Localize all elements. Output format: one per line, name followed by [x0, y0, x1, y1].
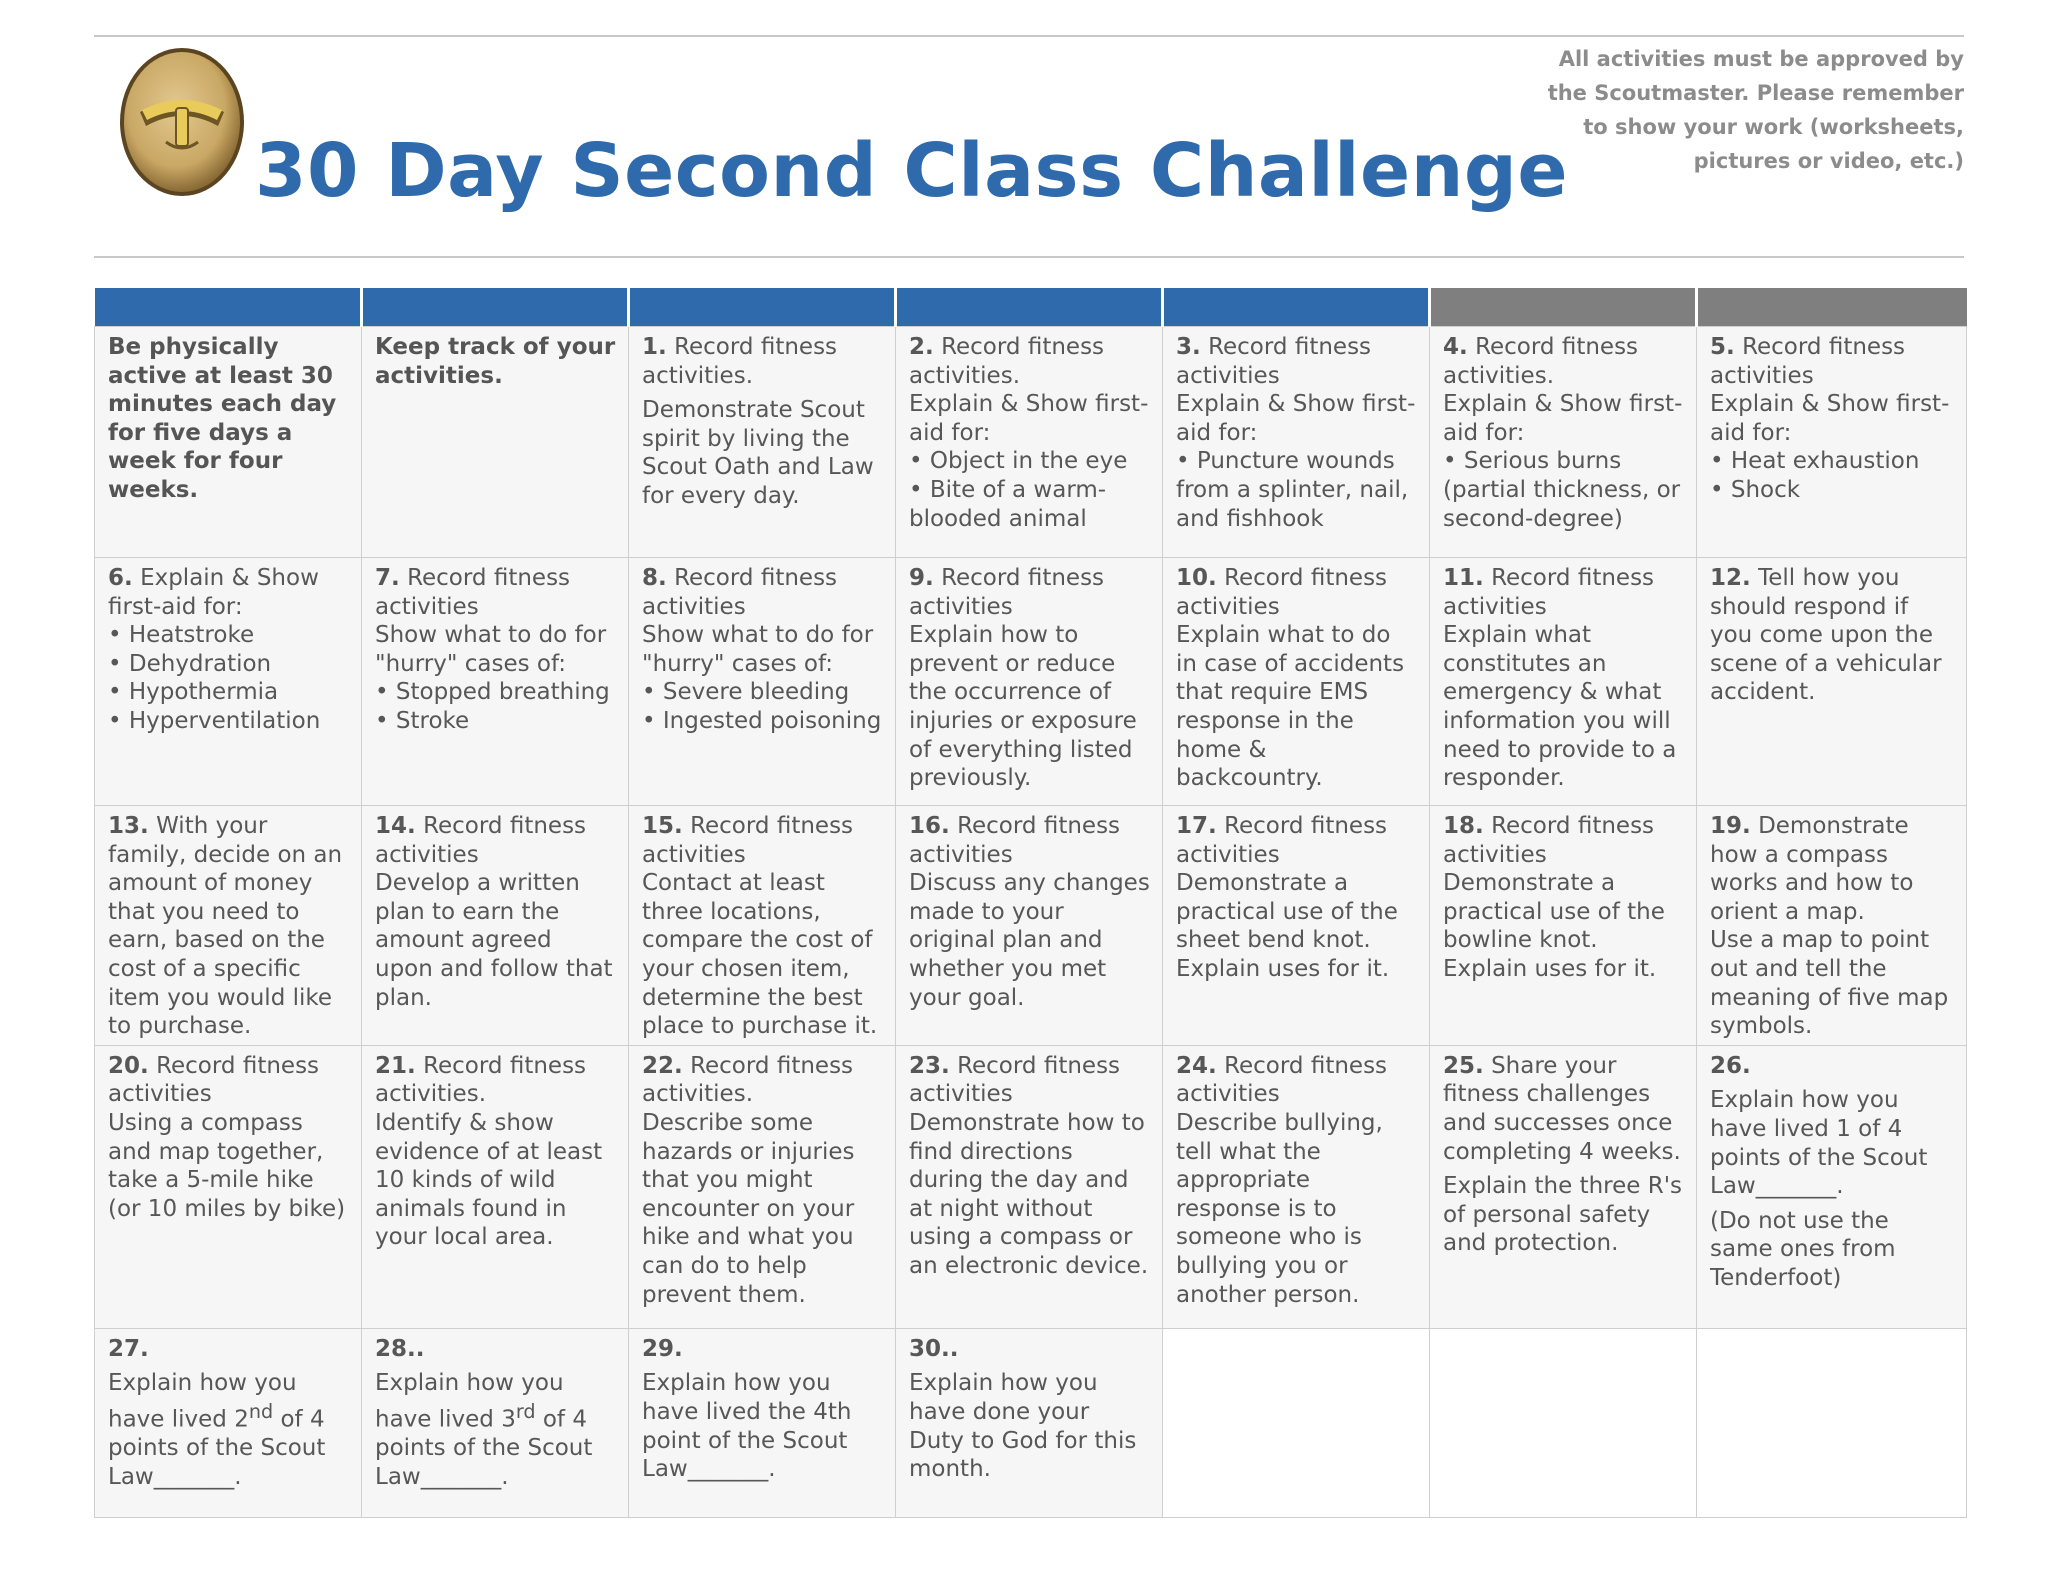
day-number: 18.: [1443, 813, 1484, 839]
day-content: [1163, 558, 1429, 797]
day-cell-23: [896, 1045, 1163, 1328]
day-cell-27: [95, 1328, 362, 1517]
day-number: 19.: [1710, 813, 1751, 839]
day-first-line: [642, 564, 883, 621]
day-text: Explain how you have done your Duty to God for this month.: [909, 1370, 1137, 1483]
day-number: 10.: [1176, 565, 1217, 591]
day-text: Explain how you have lived the 4th point of the Scout Law_______.: [642, 1370, 852, 1483]
day-cell-14: [362, 806, 629, 1046]
day-content: [95, 1046, 361, 1228]
page-title: 30 Day Second Class Challenge: [255, 128, 1569, 214]
day-content: [1697, 558, 1966, 711]
day-number: 12.: [1710, 565, 1751, 591]
day-cell-18: [1430, 806, 1697, 1046]
day-content: [362, 558, 628, 740]
day-first-line: [375, 564, 616, 621]
day-cell-30: [896, 1328, 1163, 1517]
day-content: [629, 1329, 895, 1488]
day-content: [95, 558, 361, 740]
day-text: Record fitness activities: [909, 565, 1105, 620]
day-number: 21.: [375, 1052, 416, 1079]
day-first-line: [1710, 1052, 1954, 1081]
day-text: Explain uses for it.: [1443, 955, 1657, 982]
day-cell-12: [1697, 558, 1967, 806]
day-cell-6: [95, 558, 362, 806]
day-first-line: [108, 812, 349, 1041]
day-content: [362, 806, 628, 1016]
bottom-divider: [94, 256, 1964, 258]
day-first-line: [1176, 564, 1417, 621]
day-text: Show what to do for "hurry" cases of:: [375, 622, 607, 677]
day-text: Record fitness activities: [375, 813, 587, 868]
day-cell-7: [362, 558, 629, 806]
day-first-line: [909, 564, 1150, 621]
day-text: Record fitness activities: [1176, 565, 1388, 620]
day-content: [896, 806, 1162, 1016]
day-text: • Hypothermia: [108, 679, 279, 706]
week-row-1: [95, 327, 1967, 558]
day-first-line: [1176, 333, 1417, 390]
day-first-line: [375, 812, 616, 869]
day-content: [629, 806, 895, 1045]
day-cell-20: [95, 1045, 362, 1328]
day-text: Record fitness activities.: [642, 1052, 854, 1108]
day-text: Demonstrate how a compass works and how to orient a map.: [1710, 813, 1914, 925]
day-text: Identify & show evidence of at least 10 kinds of wild animals found in your local area.: [375, 1109, 603, 1251]
day-number: 4.: [1443, 334, 1468, 360]
empty-cell: [1163, 1328, 1430, 1517]
day-text: • Shock: [1710, 476, 1801, 503]
day-number: 6.: [108, 565, 133, 591]
day-cell-16: [896, 806, 1163, 1046]
day-number: 3.: [1176, 334, 1201, 360]
day-text: • Bite of a warm-blooded animal: [909, 476, 1107, 532]
day-cell-19: [1697, 806, 1967, 1046]
day-number: 17.: [1176, 813, 1217, 839]
day-cell-3: [1163, 327, 1430, 558]
day-first-line: [642, 1052, 883, 1109]
day-text-part: of 4 points of the Scout Law_______.: [375, 1406, 593, 1490]
day-first-line: [1443, 812, 1684, 869]
note-line: to show your work (worksheets,: [1583, 115, 1964, 139]
day-number: 9.: [909, 565, 934, 591]
note-line: pictures or video, etc.): [1693, 149, 1964, 173]
day-first-line: [642, 812, 883, 869]
day-text: Record fitness activities: [642, 565, 838, 620]
day-text: Using a compass and map together, take a 5-mile hike (or 10 miles by bike): [108, 1109, 346, 1222]
day-text: Explain how you have lived 1 of 4 points of the Scout Law_______.: [1710, 1087, 1928, 1200]
day-number: 20.: [108, 1052, 149, 1079]
day-text: • Heatstroke: [108, 622, 255, 649]
day-text: Record fitness activities: [1176, 813, 1388, 868]
day-text: Demonstrate a practical use of the sheet bend knot.: [1176, 870, 1398, 954]
day-content: [1163, 327, 1429, 537]
day-cell-9: [896, 558, 1163, 806]
day-number-line: [108, 1335, 349, 1364]
day-content: [629, 327, 895, 515]
note-line: the Scoutmaster. Please remember: [1547, 81, 1964, 105]
day-first-line: [1443, 333, 1684, 390]
day-text: With your family, decide on an amount of money that you need to earn, based on the cost of a specific item you would like to purchase.: [108, 813, 343, 1040]
day-content: [1430, 327, 1696, 537]
day-cell-15: [629, 806, 896, 1046]
day-text: Record fitness activities.: [909, 334, 1105, 389]
day-first-line: [642, 1335, 883, 1364]
day-first-line: [909, 1335, 1150, 1364]
day-first-line: [1710, 812, 1954, 926]
day-text: Record fitness activities.: [642, 334, 838, 389]
day-text: Describe bullying, tell what the appropriate response is to someone who is bullying you or another person.: [1176, 1109, 1383, 1308]
day-text: Demonstrate a practical use of the bowline knot.: [1443, 870, 1665, 954]
day-text: Explain what to do in case of accidents that require EMS response in the home & backcountry.: [1176, 622, 1405, 792]
day-first-line: [909, 333, 1150, 390]
day-first-line: [108, 564, 349, 621]
day-content: [896, 558, 1162, 797]
day-content: [1430, 806, 1696, 988]
ordinal-suffix: rd: [515, 1399, 536, 1423]
day-number: 7.: [375, 565, 400, 591]
intro-cell: Keep track of your activities.: [362, 327, 629, 558]
day-text: Record fitness activities: [909, 813, 1121, 868]
day-number: 22.: [642, 1052, 683, 1079]
day-first-line: [642, 333, 883, 390]
day-first-line: [108, 1052, 349, 1109]
day-content: [896, 327, 1162, 537]
header-row: [95, 288, 1967, 327]
day-text: • Dehydration: [108, 650, 272, 677]
day-text: • Stopped breathing: [375, 679, 610, 706]
day-text: Explain & Show first-aid for:: [1443, 391, 1683, 446]
header-cell-weekend: [1697, 288, 1967, 327]
day-text: Record fitness activities: [1176, 1052, 1388, 1108]
day-text: Record fitness activities: [1176, 334, 1372, 389]
day-number: 8.: [642, 565, 667, 591]
day-text: • Hyperventilation: [108, 707, 321, 734]
day-text: Record fitness activities: [642, 813, 854, 868]
day-number: 25.: [1443, 1052, 1484, 1079]
day-first-line: [1176, 1052, 1417, 1109]
ordinal-suffix: nd: [248, 1399, 274, 1423]
week-row-4: [95, 1045, 1967, 1328]
day-number: 30..: [909, 1335, 959, 1362]
day-text: Describe some hazards or injuries that you might encounter on your hike and what you can do to help prevent them.: [642, 1109, 855, 1308]
top-divider: [94, 35, 1964, 37]
day-text: Explain what constitutes an emergency & what information you will need to provide to a responder.: [1443, 622, 1677, 792]
day-content: [1697, 806, 1966, 1045]
day-text: Explain & Show first-aid for:: [1176, 391, 1416, 446]
day-text: Record fitness activities.: [375, 1052, 587, 1108]
day-text: Record fitness activities: [108, 1052, 320, 1108]
day-text: Record fitness activities: [1710, 334, 1906, 389]
note-line: All activities must be approved by: [1558, 47, 1964, 71]
approval-note: [1504, 42, 1964, 178]
day-text: Explain & Show first-aid for:: [909, 391, 1149, 446]
day-text: [108, 1369, 349, 1491]
day-text: Contact at least three locations, compare the cost of your chosen item, determine the best place to purchase it.: [642, 870, 878, 1040]
day-first-line: [909, 1052, 1150, 1109]
day-cell-29: [629, 1328, 896, 1517]
day-cell-8: [629, 558, 896, 806]
day-number: 24.: [1176, 1052, 1217, 1079]
day-text: • Ingested poisoning: [642, 707, 882, 734]
day-text: • Object in the eye: [909, 448, 1128, 475]
day-number: 26.: [1710, 1052, 1751, 1079]
day-number: 29.: [642, 1335, 683, 1362]
day-cell-13: [95, 806, 362, 1046]
day-text: Explain & Show first-aid for:: [1710, 391, 1950, 446]
week-row-3: [95, 806, 1967, 1046]
day-content: [1430, 558, 1696, 797]
day-text: Explain how to prevent or reduce the occurrence of injuries or exposure of everything listed previously.: [909, 622, 1137, 792]
day-content: [1697, 1046, 1966, 1297]
day-text: Record fitness activities: [1443, 565, 1655, 620]
day-text: • Heat exhaustion: [1710, 448, 1920, 475]
day-number: 14.: [375, 813, 416, 839]
day-content: [896, 1329, 1162, 1488]
day-content: [629, 1046, 895, 1313]
second-class-badge-icon: [118, 46, 246, 198]
day-text: Demonstrate how to find directions during the day and at night without using a compass or an electronic device.: [909, 1109, 1149, 1279]
day-first-line: [375, 1052, 616, 1109]
day-content: [1430, 1046, 1696, 1262]
header-cell: [95, 288, 362, 327]
day-cell-25: [1430, 1045, 1697, 1328]
header-cell: [362, 288, 629, 327]
day-cell-22: [629, 1045, 896, 1328]
week-row-2: [95, 558, 1967, 806]
day-content: [1163, 806, 1429, 988]
day-cell-2: [896, 327, 1163, 558]
day-cell-5: [1697, 327, 1967, 558]
day-first-line: [1710, 333, 1954, 390]
day-text: • Serious burns (partial thickness, or second-degree): [1443, 448, 1681, 532]
day-text: • Severe bleeding: [642, 679, 850, 706]
day-text: Share your fitness challenges and successes once completing 4 weeks.: [1443, 1052, 1681, 1165]
day-number: 11.: [1443, 565, 1484, 591]
day-cell-17: [1163, 806, 1430, 1046]
day-text-part: of 4 points of the Scout Law_______.: [108, 1406, 326, 1490]
day-text: Discuss any changes made to your original plan and whether you met your goal.: [909, 870, 1150, 1011]
day-text: Show what to do for "hurry" cases of:: [642, 622, 874, 677]
day-text: Record fitness activities: [909, 1052, 1121, 1108]
day-first-line: [1710, 564, 1954, 707]
day-number: 13.: [108, 813, 149, 839]
day-number: 27.: [108, 1335, 149, 1362]
day-number: 15.: [642, 813, 683, 839]
day-text: [375, 1369, 616, 1491]
day-cell-1: [629, 327, 896, 558]
day-cell-28: [362, 1328, 629, 1517]
day-content: [1163, 1046, 1429, 1313]
day-number: 2.: [909, 334, 934, 360]
day-text: • Stroke: [375, 707, 470, 734]
header-cell: [1163, 288, 1430, 327]
day-text-part: Explain how you have lived 2: [108, 1370, 297, 1433]
day-text: Use a map to point out and tell the meaning of five map symbols.: [1710, 927, 1949, 1040]
day-first-line: [1443, 1052, 1684, 1166]
day-text: Tell how you should respond if you come upon the scene of a vehicular accident.: [1710, 565, 1942, 706]
calendar-table: [94, 288, 1967, 1518]
day-cell-24: [1163, 1045, 1430, 1328]
day-text: Record fitness activities.: [1443, 334, 1639, 389]
day-content: [629, 558, 895, 740]
header-cell: [629, 288, 896, 327]
day-first-line: [1176, 812, 1417, 869]
day-text: Explain & Show first-aid for:: [108, 565, 319, 620]
day-cell-11: [1430, 558, 1697, 806]
day-text-part: Explain how you have lived 3: [375, 1370, 564, 1433]
empty-cell: [1697, 1328, 1967, 1517]
empty-cell: [1430, 1328, 1697, 1517]
intro-cell: Be physically active at least 30 minutes each day for five days a week for four weeks.: [95, 327, 362, 558]
day-text: Record fitness activities: [375, 565, 571, 620]
day-number: 23.: [909, 1052, 950, 1079]
day-text: Develop a written plan to earn the amount agreed upon and follow that plan.: [375, 870, 613, 1011]
day-content: [362, 1046, 628, 1256]
day-cell-4: [1430, 327, 1697, 558]
header-cell-weekend: [1430, 288, 1697, 327]
day-text: Explain the three R's of personal safety and protection.: [1443, 1173, 1683, 1257]
day-cell-26: [1697, 1045, 1967, 1328]
day-content: [95, 806, 361, 1045]
day-text: Record fitness activities: [1443, 813, 1655, 868]
day-first-line: [909, 812, 1150, 869]
day-text: Demonstrate Scout spirit by living the Scout Oath and Law for every day.: [642, 397, 874, 509]
day-content: [95, 1329, 361, 1496]
day-number-line: [375, 1335, 616, 1364]
day-number: 1.: [642, 334, 667, 360]
day-text: (Do not use the same ones from Tenderfoot): [1710, 1207, 1896, 1291]
week-row-5: [95, 1328, 1967, 1517]
day-number: 28..: [375, 1335, 425, 1362]
day-text: • Puncture wounds from a splinter, nail, and fishhook: [1176, 448, 1409, 532]
day-number: 5.: [1710, 334, 1735, 360]
day-number: 16.: [909, 813, 950, 839]
day-content: [1697, 327, 1966, 509]
day-first-line: [1443, 564, 1684, 621]
day-content: [362, 1329, 628, 1496]
day-cell-21: [362, 1045, 629, 1328]
day-content: [896, 1046, 1162, 1285]
day-text: Explain uses for it.: [1176, 955, 1390, 982]
header-cell: [896, 288, 1163, 327]
day-cell-10: [1163, 558, 1430, 806]
